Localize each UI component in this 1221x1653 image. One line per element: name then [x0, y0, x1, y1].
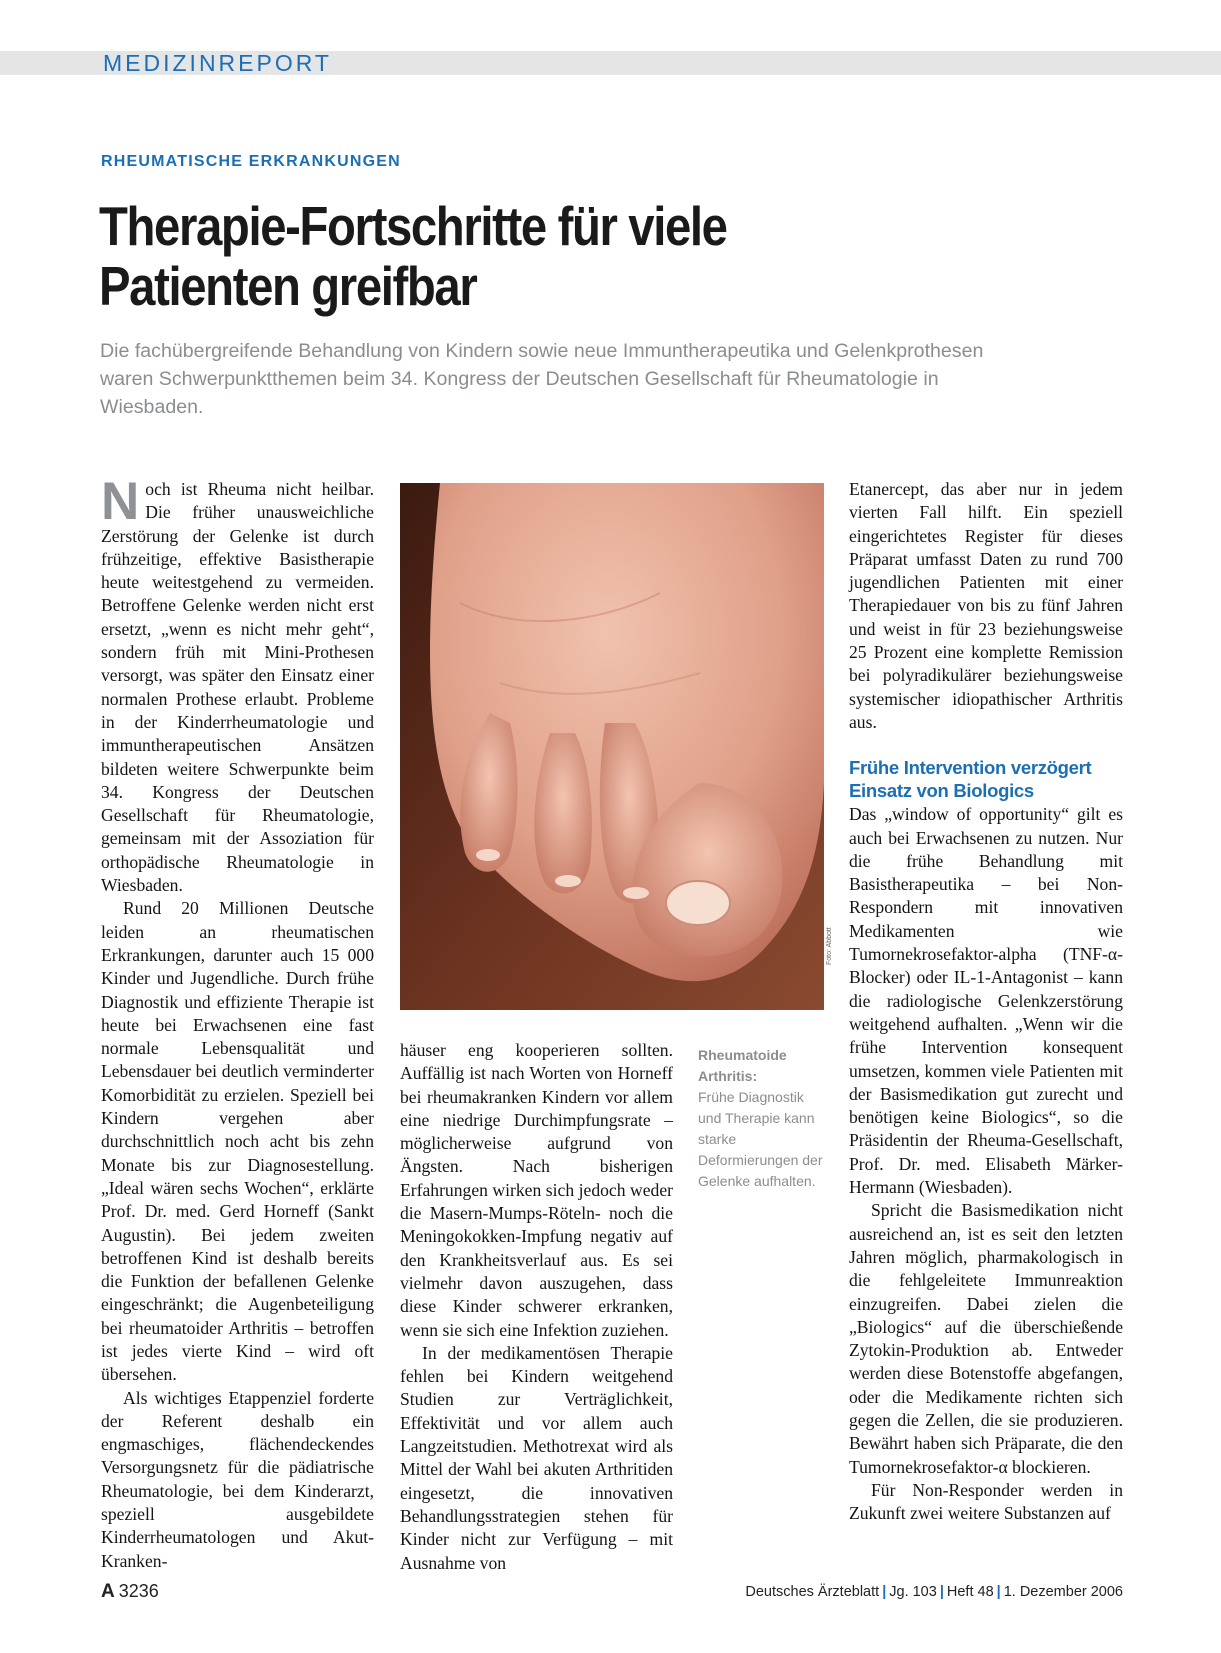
foot-photo [400, 483, 824, 1010]
paragraph: Als wichtiges Etappenziel forderte der Referent deshalb ein engmaschiges, flächendeckendes Versorgungsnetz für die pädiatrische Rheumatologie, bei dem Kinderarzt, speziell ausgebildete Kinderrheumatologen und Akut-Kranken- [101, 1387, 374, 1571]
paragraph: och ist Rheuma nicht heilbar. Die früher unausweichliche Zerstörung der Gelenke ist durch frühzeitige, effektive Basistherapie heute weitestgehend zu vermeiden. Betroffene Gelenke werden nicht erst ersetzt, „wenn es nicht mehr geht“, sondern früh mit Mini-Prothesen versorgt, was später den Einsatz einer normalen Prothese erlaubt. Probleme in der Kinderrheumatologie und immuntherapeutischen Ansätzen bildeten weitere Schwerpunkte beim 34. Kongress der Deutschen Gesellschaft für Rheumatologie, gemeinsam mit der Assoziation für orthopädische Rheumatologie in Wiesbaden. [101, 479, 374, 896]
paragraph: Das „window of opportunity“ gilt es auch bei Erwachsenen zu nutzen. Nur die frühe Behandlung mit Basistherapeutika – bei Non-Respondern mit innovativen Medikamenten wie Tumornekrosefaktor-alpha (TNF-α-Blocker) oder IL-1-Antagonist – kann die radiologische Gelenkzerstörung weitgehend aufhalten. „Wenn wir die frühe Intervention konsequent umsetzen, kommen viele Patienten mit der Basismedikation gut zurecht und benötigen keine Biologics“, so die Präsidentin der Rheuma-Gesellschaft, Prof. Dr. med. Elisabeth Märker-Hermann (Wiesbaden). [849, 804, 1123, 1198]
journal-volume: Jg. 103 [889, 1584, 937, 1600]
article-kicker: RHEUMATISCHE ERKRANKUNGEN [101, 153, 401, 170]
caption-text: Frühe Diagnostik und Therapie kann starke Deformierungen der Gelenke aufhalten. [698, 1089, 823, 1189]
paragraph: Spricht die Basismedikation nicht ausreichend an, ist es seit den letzten Jahren möglich, pharmakologisch in die fehlgeleitete Immunreaktion einzugreifen. Dabei zielen die „Biologics“ auf die überschießende Zytokin-Produktion ab. Entweder werden diese Botenstoffe abgefangen, oder die Medikamente richten sich gegen die Zellen, die sie produzieren. Bewährt haben sich Präparate, die den Tumornekrosefaktor-α blockieren. [849, 1200, 1123, 1477]
paragraph: häuser eng kooperieren sollten. Auffällig ist nach Worten von Horneff bei rheumakranken Kindern vor allem eine niedrige Durchimpfungsrate – möglicherweise aufgrund von Ängsten. Nach bisherigen Erfahrungen wirken sich jedoch weder die Masern-Mumps-Röteln- noch die Meningokokken-Impfung negativ auf den Krankheitsverlauf aus. Es sei vielmehr davon auszugehen, dass diese Kinder schwerer erkranken, wenn sie sich eine Infektion zuziehen. [400, 1040, 673, 1340]
separator: | [882, 1584, 887, 1600]
separator: | [996, 1584, 1001, 1600]
paragraph: Etanercept, das aber nur in jedem vierten Fall hilft. Ein speziell eingerichtetes Register für dieses Präparat umfasst Daten zu rund 700 jugendlichen Patienten mit einer Therapiedauer von bis zu fünf Jahren und weist in für 23 beziehungsweise 25 Prozent eine komplette Remission bei polyradikulärer beziehungsweise systemischer idiopathischer Arthritis aus. [849, 479, 1123, 732]
photo-caption [698, 1045, 828, 1192]
caption-title: Rheumatoide Arthritis: [698, 1047, 787, 1084]
text-column-1 [101, 472, 374, 1573]
page-number-value: 3236 [118, 1581, 159, 1601]
publication-date: 1. Dezember 2006 [1003, 1584, 1123, 1600]
article-headline [99, 196, 959, 316]
page-prefix: A [101, 1581, 115, 1602]
text-column-3 [849, 478, 1123, 1525]
article-lede: Die fachübergreifende Behandlung von Kindern sowie neue Immuntherapeutika und Gelenkprothesen waren Schwerpunktthemen beim 34. Kongress der Deutschen Gesellschaft für Rheumatologie in Wiesbaden. [100, 340, 984, 418]
text-column-2 [400, 1039, 673, 1575]
journal-name: Deutsches Ärzteblatt [745, 1584, 880, 1600]
section-label: MEDIZINREPORT [103, 50, 332, 76]
photo-credit: Foto: Abbott [826, 927, 833, 965]
paragraph: Rund 20 Millionen Deutsche leiden an rheumatischen Erkrankungen, darunter auch 15 000 Kinder und Jugendliche. Durch frühe Diagnostik und effiziente Therapie ist heute bei Erwachsenen eine fast normale Lebensqualität und Lebensdauer bei deutlich verminderter Komorbidität zu erzielen. Speziell bei Kindern vergehen aber durchschnittlich noch acht bis zehn Monate bis zur Diagnosestellung. „Ideal wären sechs Wochen“, erklärte Prof. Dr. med. Gerd Horneff (Sankt Augustin). Bei jedem zweiten betroffenen Kind ist deshalb bereits die Funktion der befallenen Gelenke eingeschränkt; die Augenbeteiligung bei rheumatoider Arthritis – betroffen ist jedes vierte Kind – wird oft übersehen. [101, 898, 374, 1385]
paragraph: In der medikamentösen Therapie fehlen bei Kindern weitgehend Studien zur Verträglichkeit, Effektivität und vor allem auch Langzeitstudien. Methotrexat wird als Mittel der Wahl bei akuten Arthritiden eingesetzt, die innovativen Behandlungsstrategien stehen für Kinder nicht zur Verfügung – mit Ausnahme von [400, 1342, 673, 1573]
journal-issue: Heft 48 [946, 1584, 994, 1600]
headline-line-1: Therapie-Fortschritte für viele [99, 195, 727, 257]
subheading: Frühe Intervention verzögert Einsatz von Biologics [849, 757, 1092, 802]
foot-photo-image [400, 483, 824, 1010]
page-number [101, 1580, 159, 1603]
drop-cap: N [101, 472, 140, 531]
separator: | [939, 1584, 944, 1600]
headline-line-2: Patienten greifbar [99, 255, 477, 317]
paragraph: Für Non-Responder werden in Zukunft zwei weitere Substanzen auf [849, 1479, 1123, 1524]
publication-info [745, 1583, 1123, 1601]
